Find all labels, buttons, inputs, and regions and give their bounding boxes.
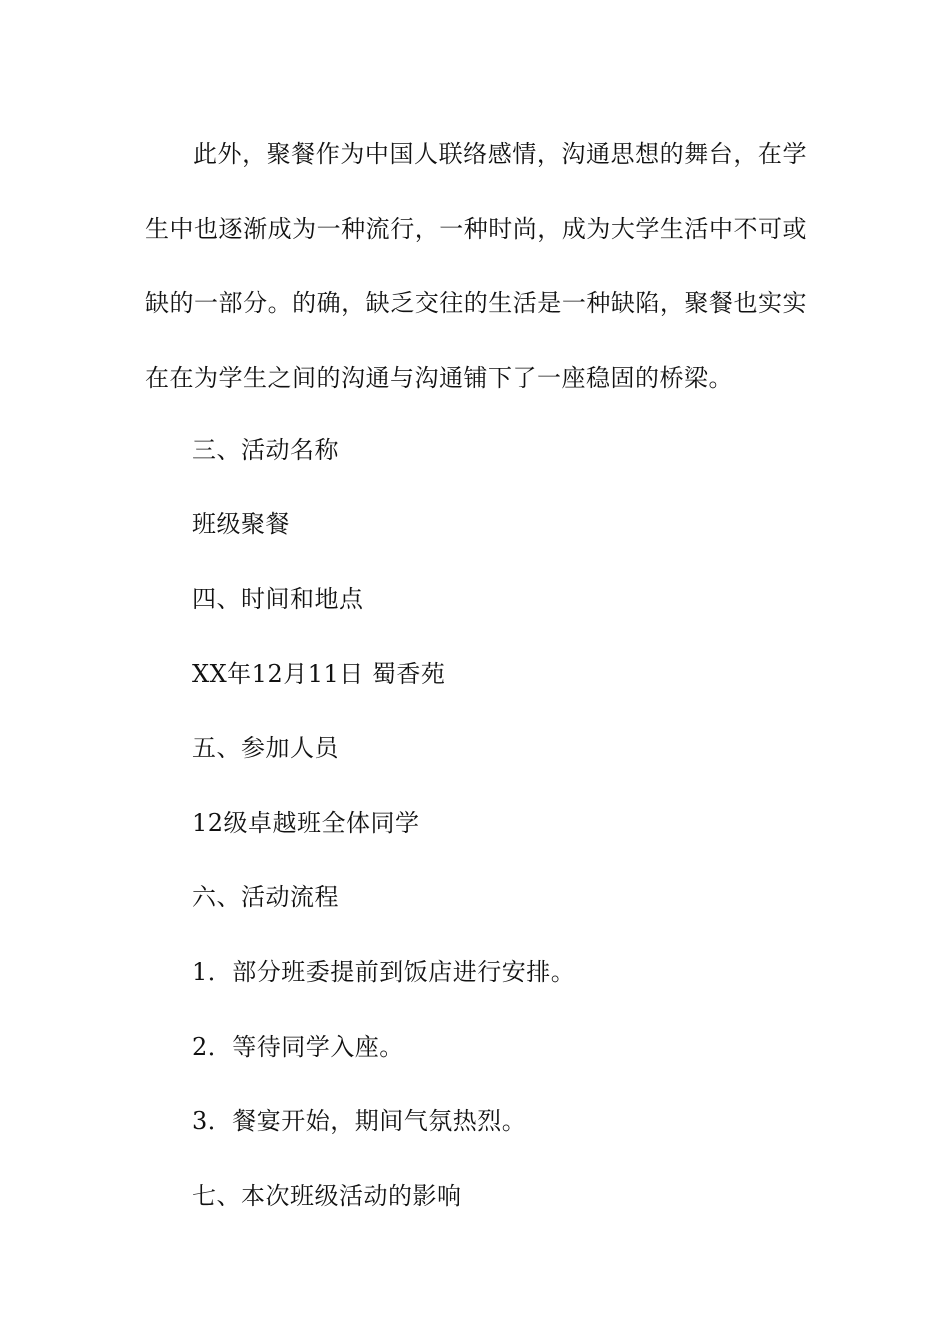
process-step-1: 1．部分班委提前到饭店进行安排。 <box>192 958 576 986</box>
participants-text: 12级卓越班全体同学 <box>192 809 420 837</box>
section-heading-process: 六、活动流程 <box>192 883 339 911</box>
section-heading-impact: 七、本次班级活动的影响 <box>192 1182 462 1210</box>
section-heading-participants: 五、参加人员 <box>192 734 339 762</box>
section-heading-time-place: 四、时间和地点 <box>192 585 364 613</box>
activity-name-text: 班级聚餐 <box>192 510 290 538</box>
time-place-text: XX年12月11日 蜀香苑 <box>192 660 446 688</box>
process-step-3: 3．餐宴开始，期间气氛热烈。 <box>192 1107 527 1135</box>
intro-paragraph: 此外，聚餐作为中国人联络感情，沟通思想的舞台，在学生中也逐渐成为一种流行，一种时尚，成为大学生活中不可或缺的一部分。的确，缺乏交往的生活是一种缺陷，聚餐也实实在在为学生之间的沟通与沟通铺下了一座稳固的桥梁。 <box>145 140 807 392</box>
section-heading-activity-name: 三、活动名称 <box>192 436 339 464</box>
process-step-2: 2．等待同学入座。 <box>192 1033 404 1061</box>
